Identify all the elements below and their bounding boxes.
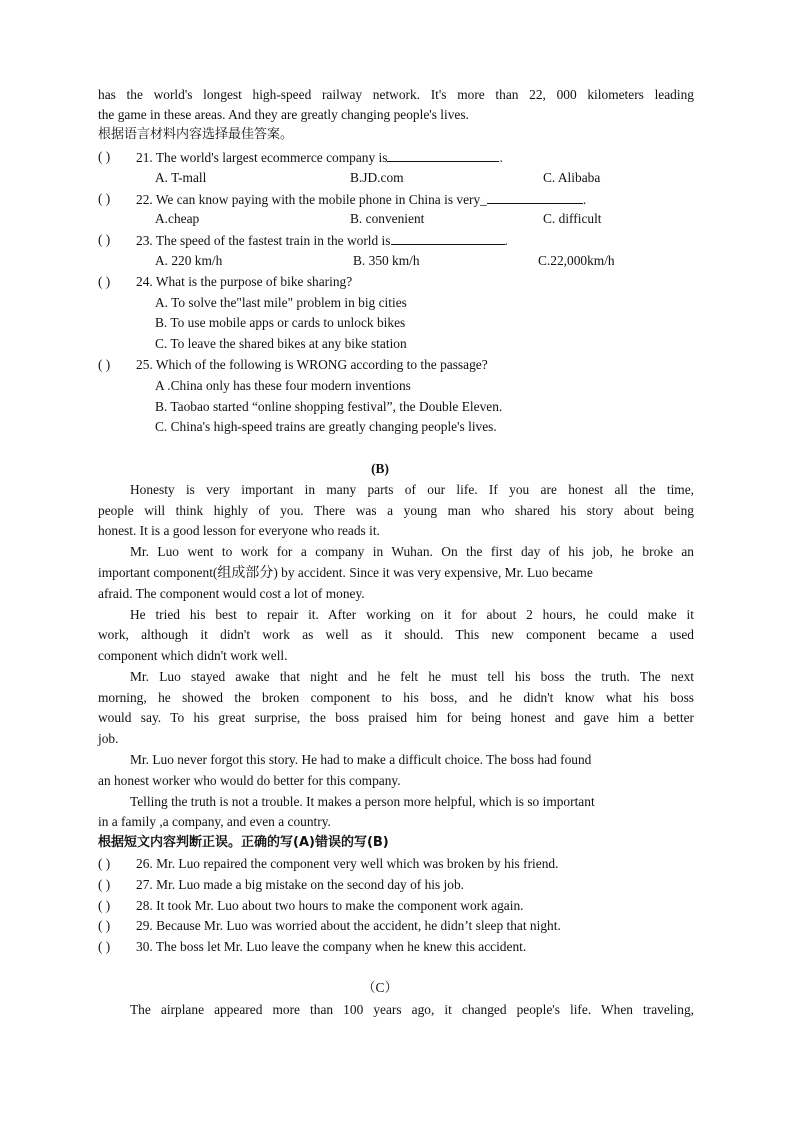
passage-a-line: has the world's longest high-speed railway network. It's more than 22, 000 kilometers leading (98, 87, 694, 102)
option-a: A. T-mall (155, 170, 207, 185)
answer-bracket[interactable]: ( ) (98, 191, 111, 206)
question-text: 21. The world's largest ecommerce company is . (136, 150, 503, 165)
option-b: B. 350 km/h (353, 253, 420, 268)
paragraph-line: an honest worker who would do better for this company. (98, 773, 401, 788)
option-c: C. difficult (543, 211, 602, 226)
answer-bracket[interactable]: ( ) (98, 898, 111, 913)
question-text: 25. Which of the following is WRONG according to the passage? (136, 357, 488, 372)
answer-blank[interactable] (391, 231, 505, 245)
question-text: 27. Mr. Luo made a big mistake on the second day of his job. (136, 877, 465, 892)
section-a-instruction: 根据语言材料内容选择最佳答案。 (98, 127, 294, 142)
paragraph-line: Mr. Luo stayed awake that night and he felt he must tell his boss the truth. The next (130, 669, 694, 684)
answer-bracket[interactable]: ( ) (98, 939, 111, 954)
paragraph-line: work, although it didn't work as well as it should. This new component became a used (98, 627, 694, 642)
option-c: C.22,000km/h (538, 253, 615, 268)
question-text: 24. What is the purpose of bike sharing? (136, 274, 353, 289)
section-b-instruction: 根据短文内容判断正误。正确的写(A)错误的写(B) (98, 835, 389, 850)
paragraph-line: Mr. Luo went to work for a company in Wuhan. On the first day of his job, he broke an (130, 544, 694, 559)
option-c: C. China's high-speed trains are greatly changing people's lives. (155, 419, 497, 434)
paragraph-line: He tried his best to repair it. After working on it for about 2 hours, he could make it (130, 607, 694, 622)
answer-bracket[interactable]: ( ) (98, 856, 111, 871)
paragraph-line: Telling the truth is not a trouble. It makes a person more helpful, which is so important (130, 794, 595, 809)
question-text: 28. It took Mr. Luo about two hours to make the component work again. (136, 898, 524, 913)
passage-a-line: the game in these areas. And they are greatly changing people's lives. (98, 107, 469, 122)
answer-bracket[interactable]: ( ) (98, 877, 111, 892)
paragraph-line: morning, he showed the broken component to his boss, and he didn't know what his boss (98, 690, 694, 705)
question-text: 23. The speed of the fastest train in the world is . (136, 233, 508, 248)
option-a: A. To solve the"last mile" problem in big cities (155, 295, 407, 310)
answer-blank[interactable] (487, 190, 583, 204)
paragraph-line: The airplane appeared more than 100 years ago, it changed people's life. When traveling, (130, 1002, 694, 1017)
paragraph-line: people will think highly of you. There was a young man who shared his story about being (98, 503, 694, 518)
paragraph-line: important component(组成部分) by accident. Since it was very expensive, Mr. Luo became (98, 565, 593, 581)
answer-bracket[interactable]: ( ) (98, 232, 111, 247)
paragraph-line: would say. To his great surprise, the boss praised him for being honest and gave him a better (98, 710, 694, 725)
question-text: 26. Mr. Luo repaired the component very well which was broken by his friend. (136, 856, 559, 871)
question-text: 22. We can know paying with the mobile phone in China is very_ . (136, 192, 587, 207)
paragraph-line: afraid. The component would cost a lot of money. (98, 586, 365, 601)
option-c: C. Alibaba (543, 170, 601, 185)
option-a: A. 220 km/h (155, 253, 223, 268)
paragraph-line: honest. It is a good lesson for everyone who reads it. (98, 523, 380, 538)
option-b: B. To use mobile apps or cards to unlock bikes (155, 315, 406, 330)
option-b: B.JD.com (350, 170, 404, 185)
option-b: B. convenient (350, 211, 425, 226)
paragraph-line: component which didn't work well. (98, 648, 288, 663)
paragraph-line: Honesty is very important in many parts of our life. If you are honest all the time, (130, 482, 694, 497)
question-text: 30. The boss let Mr. Luo leave the company when he knew this accident. (136, 939, 527, 954)
answer-blank[interactable] (387, 148, 499, 162)
option-b: B. Taobao started “online shopping festival”, the Double Eleven. (155, 399, 503, 414)
question-text: 29. Because Mr. Luo was worried about the accident, he didn’t sleep that night. (136, 918, 561, 933)
answer-bracket[interactable]: ( ) (98, 149, 111, 164)
answer-bracket[interactable]: ( ) (98, 918, 111, 933)
paragraph-line: job. (98, 731, 119, 746)
answer-bracket[interactable]: ( ) (98, 357, 111, 372)
section-b-heading: (B) (371, 461, 389, 476)
option-c: C. To leave the shared bikes at any bike station (155, 336, 407, 351)
paragraph-line: in a family ,a company, and even a country. (98, 814, 331, 829)
option-a: A .China only has these four modern inventions (155, 378, 411, 393)
section-c-heading: （C） (362, 980, 398, 995)
answer-bracket[interactable]: ( ) (98, 274, 111, 289)
option-a: A.cheap (155, 211, 200, 226)
paragraph-line: Mr. Luo never forgot this story. He had to make a difficult choice. The boss had found (130, 752, 592, 767)
